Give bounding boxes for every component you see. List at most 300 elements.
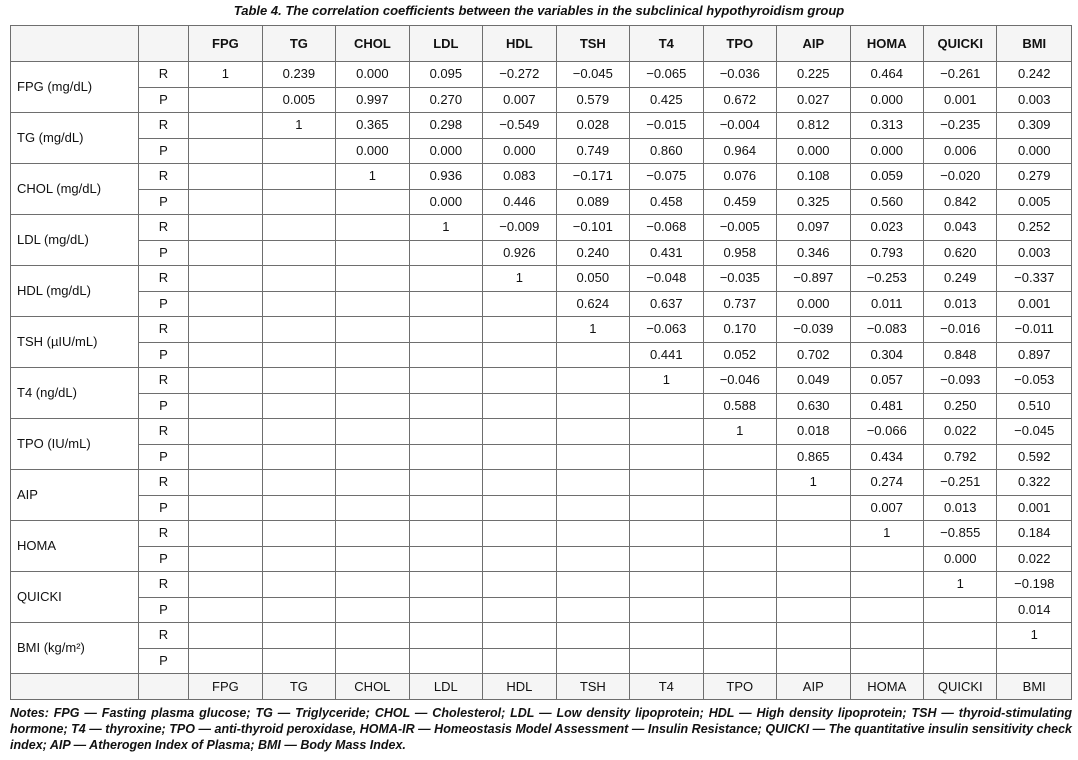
coefficient-cell xyxy=(189,521,262,547)
coefficient-cell: 0.000 xyxy=(336,62,409,88)
coefficient-cell: 1 xyxy=(703,419,776,445)
coefficient-cell xyxy=(262,572,335,598)
p-value-cell xyxy=(262,291,335,317)
p-value-cell xyxy=(409,546,482,572)
column-header: QUICKI xyxy=(924,26,997,62)
column-header: HDL xyxy=(483,26,556,62)
p-value-cell xyxy=(777,648,850,674)
coefficient-cell: 0.097 xyxy=(777,215,850,241)
coefficient-cell xyxy=(336,419,409,445)
variable-label: LDL (mg/dL) xyxy=(11,215,139,266)
coefficient-cell xyxy=(630,470,703,496)
p-value-cell xyxy=(262,495,335,521)
variable-label: T4 (ng/dL) xyxy=(11,368,139,419)
coefficient-row xyxy=(11,521,1072,547)
p-value-cell xyxy=(703,546,776,572)
coefficient-cell: −0.065 xyxy=(630,62,703,88)
table-header xyxy=(11,26,1072,62)
coefficient-cell xyxy=(189,470,262,496)
column-header: HOMA xyxy=(850,26,923,62)
coefficient-cell: −0.549 xyxy=(483,113,556,139)
p-value-row xyxy=(11,597,1072,623)
coefficient-cell xyxy=(483,419,556,445)
p-value-cell xyxy=(630,648,703,674)
coefficient-cell: −0.337 xyxy=(997,266,1072,292)
p-value-cell: 0.860 xyxy=(630,138,703,164)
coefficient-cell: 0.279 xyxy=(997,164,1072,190)
coefficient-cell xyxy=(703,623,776,649)
coefficient-cell xyxy=(409,419,482,445)
p-value-cell: 0.702 xyxy=(777,342,850,368)
coefficient-cell: 0.812 xyxy=(777,113,850,139)
r-label: R xyxy=(138,470,188,496)
variable-label: TSH (µIU/mL) xyxy=(11,317,139,368)
coefficient-cell: −0.053 xyxy=(997,368,1072,394)
coefficient-cell xyxy=(703,521,776,547)
coefficient-cell: 1 xyxy=(556,317,629,343)
variable-label: BMI (kg/m²) xyxy=(11,623,139,674)
p-label: P xyxy=(138,291,188,317)
variable-label: TPO (IU/mL) xyxy=(11,419,139,470)
coefficient-cell xyxy=(630,521,703,547)
footer-row xyxy=(11,674,1072,700)
p-value-cell xyxy=(336,648,409,674)
p-value-cell xyxy=(630,444,703,470)
p-value-cell xyxy=(189,342,262,368)
table-body xyxy=(11,62,1072,674)
coefficient-cell xyxy=(630,623,703,649)
p-value-cell xyxy=(483,648,556,674)
coefficient-cell: −0.016 xyxy=(924,317,997,343)
coefficient-cell xyxy=(262,368,335,394)
p-value-cell: 0.007 xyxy=(483,87,556,113)
coefficient-row xyxy=(11,419,1072,445)
variable-label: HDL (mg/dL) xyxy=(11,266,139,317)
p-value-row xyxy=(11,495,1072,521)
coefficient-cell: 1 xyxy=(189,62,262,88)
p-value-cell: 0.000 xyxy=(483,138,556,164)
p-value-cell xyxy=(556,597,629,623)
coefficient-cell: −0.004 xyxy=(703,113,776,139)
coefficient-cell: 0.170 xyxy=(703,317,776,343)
r-label: R xyxy=(138,266,188,292)
coefficient-cell xyxy=(630,419,703,445)
coefficient-cell: 0.464 xyxy=(850,62,923,88)
coefficient-cell: 1 xyxy=(336,164,409,190)
column-header: T4 xyxy=(630,26,703,62)
coefficient-cell: 0.018 xyxy=(777,419,850,445)
p-value-cell: 0.459 xyxy=(703,189,776,215)
coefficient-cell xyxy=(777,521,850,547)
p-value-cell xyxy=(262,444,335,470)
p-value-row xyxy=(11,546,1072,572)
p-value-cell: 0.792 xyxy=(924,444,997,470)
p-value-cell xyxy=(630,495,703,521)
coefficient-cell: −0.039 xyxy=(777,317,850,343)
p-value-cell: 0.964 xyxy=(703,138,776,164)
variable-label: CHOL (mg/dL) xyxy=(11,164,139,215)
coefficient-cell: −0.046 xyxy=(703,368,776,394)
coefficient-cell: 0.242 xyxy=(997,62,1072,88)
coefficient-cell: −0.075 xyxy=(630,164,703,190)
coefficient-row xyxy=(11,623,1072,649)
coefficient-cell: 0.184 xyxy=(997,521,1072,547)
coefficient-cell xyxy=(262,623,335,649)
p-value-cell: 0.005 xyxy=(997,189,1072,215)
p-value-cell: 0.446 xyxy=(483,189,556,215)
p-label: P xyxy=(138,87,188,113)
p-value-cell xyxy=(336,393,409,419)
coefficient-cell: 1 xyxy=(850,521,923,547)
p-value-row xyxy=(11,87,1072,113)
coefficient-cell: −0.045 xyxy=(997,419,1072,445)
coefficient-cell xyxy=(262,317,335,343)
table-caption: Table 4. The correlation coefficients between the variables in the subclinical hypothyroidism group xyxy=(233,3,845,18)
p-value-cell: 0.000 xyxy=(924,546,997,572)
variable-label: QUICKI xyxy=(11,572,139,623)
coefficient-row xyxy=(11,164,1072,190)
p-value-cell: 0.000 xyxy=(850,138,923,164)
coefficient-cell: 0.028 xyxy=(556,113,629,139)
r-label: R xyxy=(138,164,188,190)
coefficient-cell: −0.253 xyxy=(850,266,923,292)
coefficient-cell xyxy=(777,623,850,649)
p-value-cell: 0.997 xyxy=(336,87,409,113)
coefficient-row xyxy=(11,215,1072,241)
r-label: R xyxy=(138,521,188,547)
coefficient-cell: −0.261 xyxy=(924,62,997,88)
coefficient-cell: 0.023 xyxy=(850,215,923,241)
p-value-cell: 0.441 xyxy=(630,342,703,368)
p-value-cell xyxy=(409,444,482,470)
coefficient-cell: −0.045 xyxy=(556,62,629,88)
p-value-cell: 0.458 xyxy=(630,189,703,215)
p-value-cell: 0.007 xyxy=(850,495,923,521)
r-label: R xyxy=(138,113,188,139)
p-value-cell xyxy=(262,240,335,266)
p-value-cell xyxy=(483,393,556,419)
p-value-cell xyxy=(703,444,776,470)
p-value-cell: 0.481 xyxy=(850,393,923,419)
p-value-cell xyxy=(409,597,482,623)
corner-cell xyxy=(11,26,139,62)
p-value-cell xyxy=(556,495,629,521)
column-footer: FPG xyxy=(189,674,262,700)
variable-label: TG (mg/dL) xyxy=(11,113,139,164)
coefficient-cell xyxy=(189,266,262,292)
coefficient-cell xyxy=(409,317,482,343)
p-value-cell: 0.848 xyxy=(924,342,997,368)
column-footer: HDL xyxy=(483,674,556,700)
p-value-cell: 0.006 xyxy=(924,138,997,164)
p-value-row xyxy=(11,291,1072,317)
p-value-cell: 0.749 xyxy=(556,138,629,164)
variable-label: FPG (mg/dL) xyxy=(11,62,139,113)
p-value-cell xyxy=(409,240,482,266)
p-label: P xyxy=(138,138,188,164)
p-value-cell: 0.865 xyxy=(777,444,850,470)
p-value-cell: 0.013 xyxy=(924,291,997,317)
column-footer: HOMA xyxy=(850,674,923,700)
p-value-cell: 0.630 xyxy=(777,393,850,419)
coefficient-row xyxy=(11,113,1072,139)
p-value-cell: 0.003 xyxy=(997,87,1072,113)
coefficient-cell: 1 xyxy=(997,623,1072,649)
column-footer: TG xyxy=(262,674,335,700)
p-value-cell xyxy=(630,546,703,572)
p-value-cell: 0.510 xyxy=(997,393,1072,419)
p-value-cell xyxy=(556,342,629,368)
coefficient-cell xyxy=(409,572,482,598)
column-footer: AIP xyxy=(777,674,850,700)
coefficient-cell: 1 xyxy=(777,470,850,496)
column-footer: T4 xyxy=(630,674,703,700)
table-footer xyxy=(11,674,1072,700)
coefficient-cell: −0.015 xyxy=(630,113,703,139)
p-label: P xyxy=(138,546,188,572)
coefficient-cell: 0.095 xyxy=(409,62,482,88)
p-value-cell xyxy=(189,648,262,674)
p-value-cell xyxy=(189,597,262,623)
p-value-cell xyxy=(189,291,262,317)
coefficient-cell xyxy=(409,266,482,292)
coefficient-cell xyxy=(556,419,629,445)
p-value-cell: 0.000 xyxy=(409,189,482,215)
coefficient-cell: −0.251 xyxy=(924,470,997,496)
coefficient-cell: −0.093 xyxy=(924,368,997,394)
r-label: R xyxy=(138,572,188,598)
r-label: R xyxy=(138,368,188,394)
coefficient-cell xyxy=(336,317,409,343)
coefficient-cell xyxy=(189,164,262,190)
p-value-cell: 0.000 xyxy=(336,138,409,164)
p-value-cell: 0.052 xyxy=(703,342,776,368)
p-value-cell xyxy=(556,546,629,572)
coefficient-cell: 1 xyxy=(409,215,482,241)
coefficient-cell xyxy=(262,266,335,292)
p-value-cell xyxy=(850,648,923,674)
coefficient-cell xyxy=(556,368,629,394)
column-header: CHOL xyxy=(336,26,409,62)
p-value-row xyxy=(11,240,1072,266)
coefficient-cell: −0.101 xyxy=(556,215,629,241)
p-value-cell xyxy=(483,546,556,572)
column-footer: CHOL xyxy=(336,674,409,700)
p-value-cell xyxy=(262,546,335,572)
column-header: TSH xyxy=(556,26,629,62)
coefficient-cell: 0.309 xyxy=(997,113,1072,139)
p-value-cell xyxy=(189,393,262,419)
column-header: TG xyxy=(262,26,335,62)
coefficient-cell: −0.020 xyxy=(924,164,997,190)
coefficient-cell xyxy=(409,368,482,394)
p-value-cell xyxy=(336,342,409,368)
correlation-table xyxy=(10,25,1072,700)
p-value-cell xyxy=(409,342,482,368)
p-value-cell xyxy=(336,546,409,572)
p-value-cell: 0.588 xyxy=(703,393,776,419)
p-value-cell xyxy=(189,240,262,266)
p-value-cell xyxy=(850,597,923,623)
column-header: BMI xyxy=(997,26,1072,62)
p-value-cell: 0.270 xyxy=(409,87,482,113)
p-value-cell xyxy=(262,138,335,164)
p-value-cell xyxy=(630,393,703,419)
p-value-cell xyxy=(703,648,776,674)
p-value-cell xyxy=(777,597,850,623)
p-value-cell xyxy=(336,597,409,623)
coefficient-cell xyxy=(189,317,262,343)
p-value-cell xyxy=(409,291,482,317)
coefficient-cell xyxy=(777,572,850,598)
coefficient-cell: 0.059 xyxy=(850,164,923,190)
p-label: P xyxy=(138,342,188,368)
p-value-cell: 0.000 xyxy=(777,138,850,164)
p-value-cell: 0.011 xyxy=(850,291,923,317)
p-value-cell: 0.013 xyxy=(924,495,997,521)
coefficient-cell xyxy=(850,572,923,598)
coefficient-cell: 0.249 xyxy=(924,266,997,292)
p-value-cell: 0.425 xyxy=(630,87,703,113)
coefficient-cell: −0.066 xyxy=(850,419,923,445)
p-value-cell: 0.250 xyxy=(924,393,997,419)
p-value-cell: 0.240 xyxy=(556,240,629,266)
coefficient-cell xyxy=(189,368,262,394)
kind-header-cell xyxy=(138,26,188,62)
coefficient-cell xyxy=(483,317,556,343)
p-value-cell: 0.346 xyxy=(777,240,850,266)
coefficient-cell: 0.108 xyxy=(777,164,850,190)
coefficient-cell: −0.035 xyxy=(703,266,776,292)
header-row xyxy=(11,26,1072,62)
p-value-cell: 0.926 xyxy=(483,240,556,266)
p-value-cell xyxy=(483,444,556,470)
coefficient-cell xyxy=(556,572,629,598)
p-value-row xyxy=(11,444,1072,470)
coefficient-cell xyxy=(409,470,482,496)
p-value-cell xyxy=(483,597,556,623)
coefficient-cell: −0.011 xyxy=(997,317,1072,343)
p-value-cell: 0.000 xyxy=(850,87,923,113)
column-footer: LDL xyxy=(409,674,482,700)
p-value-cell xyxy=(850,546,923,572)
p-value-cell: 0.001 xyxy=(997,291,1072,317)
coefficient-cell xyxy=(630,572,703,598)
coefficient-cell xyxy=(189,419,262,445)
p-value-cell xyxy=(189,87,262,113)
p-value-cell xyxy=(924,648,997,674)
coefficient-row xyxy=(11,266,1072,292)
p-value-cell xyxy=(483,495,556,521)
coefficient-cell: −0.272 xyxy=(483,62,556,88)
p-value-cell: 0.089 xyxy=(556,189,629,215)
coefficient-cell xyxy=(556,521,629,547)
r-label: R xyxy=(138,317,188,343)
coefficient-cell xyxy=(483,521,556,547)
p-value-cell xyxy=(409,495,482,521)
coefficient-cell xyxy=(483,623,556,649)
p-value-cell xyxy=(262,189,335,215)
p-value-cell: 0.737 xyxy=(703,291,776,317)
coefficient-cell: 0.043 xyxy=(924,215,997,241)
p-value-cell: 0.001 xyxy=(924,87,997,113)
p-value-cell: 0.001 xyxy=(997,495,1072,521)
coefficient-cell xyxy=(189,113,262,139)
coefficient-cell xyxy=(336,572,409,598)
coefficient-cell: −0.235 xyxy=(924,113,997,139)
column-footer: BMI xyxy=(997,674,1072,700)
coefficient-cell xyxy=(336,266,409,292)
coefficient-cell: −0.009 xyxy=(483,215,556,241)
p-value-cell: 0.842 xyxy=(924,189,997,215)
coefficient-cell: 1 xyxy=(630,368,703,394)
p-value-cell xyxy=(336,291,409,317)
coefficient-cell xyxy=(483,368,556,394)
coefficient-row xyxy=(11,572,1072,598)
p-value-cell xyxy=(262,393,335,419)
p-value-row xyxy=(11,342,1072,368)
p-value-cell: 0.000 xyxy=(409,138,482,164)
coefficient-cell: 0.322 xyxy=(997,470,1072,496)
coefficient-cell: −0.171 xyxy=(556,164,629,190)
coefficient-cell: −0.855 xyxy=(924,521,997,547)
variable-label: HOMA xyxy=(11,521,139,572)
p-value-cell: 0.434 xyxy=(850,444,923,470)
coefficient-cell: 1 xyxy=(483,266,556,292)
p-value-cell xyxy=(262,648,335,674)
p-value-cell xyxy=(336,240,409,266)
p-label: P xyxy=(138,393,188,419)
p-value-cell xyxy=(189,138,262,164)
coefficient-cell: 0.022 xyxy=(924,419,997,445)
coefficient-cell: −0.005 xyxy=(703,215,776,241)
coefficient-cell xyxy=(336,215,409,241)
p-value-cell: 0.325 xyxy=(777,189,850,215)
coefficient-cell: 1 xyxy=(924,572,997,598)
p-value-cell xyxy=(336,495,409,521)
p-value-cell: 0.014 xyxy=(997,597,1072,623)
p-label: P xyxy=(138,597,188,623)
p-value-cell: 0.560 xyxy=(850,189,923,215)
coefficient-cell xyxy=(262,164,335,190)
coefficient-cell xyxy=(336,623,409,649)
coefficient-cell xyxy=(924,623,997,649)
coefficient-cell: 0.252 xyxy=(997,215,1072,241)
p-value-cell xyxy=(189,495,262,521)
p-value-cell: 0.003 xyxy=(997,240,1072,266)
coefficient-cell xyxy=(409,623,482,649)
p-value-cell: 0.027 xyxy=(777,87,850,113)
p-value-cell: 0.304 xyxy=(850,342,923,368)
p-value-cell xyxy=(556,393,629,419)
p-value-cell xyxy=(409,393,482,419)
p-value-cell xyxy=(556,648,629,674)
coefficient-cell: 0.274 xyxy=(850,470,923,496)
p-value-cell xyxy=(409,648,482,674)
coefficient-cell: −0.036 xyxy=(703,62,776,88)
r-label: R xyxy=(138,215,188,241)
p-value-row xyxy=(11,393,1072,419)
p-value-cell: 0.022 xyxy=(997,546,1072,572)
p-value-row xyxy=(11,648,1072,674)
coefficient-cell: 0.365 xyxy=(336,113,409,139)
coefficient-cell: −0.048 xyxy=(630,266,703,292)
coefficient-cell: 0.049 xyxy=(777,368,850,394)
p-value-row xyxy=(11,189,1072,215)
coefficient-cell: 0.936 xyxy=(409,164,482,190)
column-footer: QUICKI xyxy=(924,674,997,700)
coefficient-cell: −0.083 xyxy=(850,317,923,343)
